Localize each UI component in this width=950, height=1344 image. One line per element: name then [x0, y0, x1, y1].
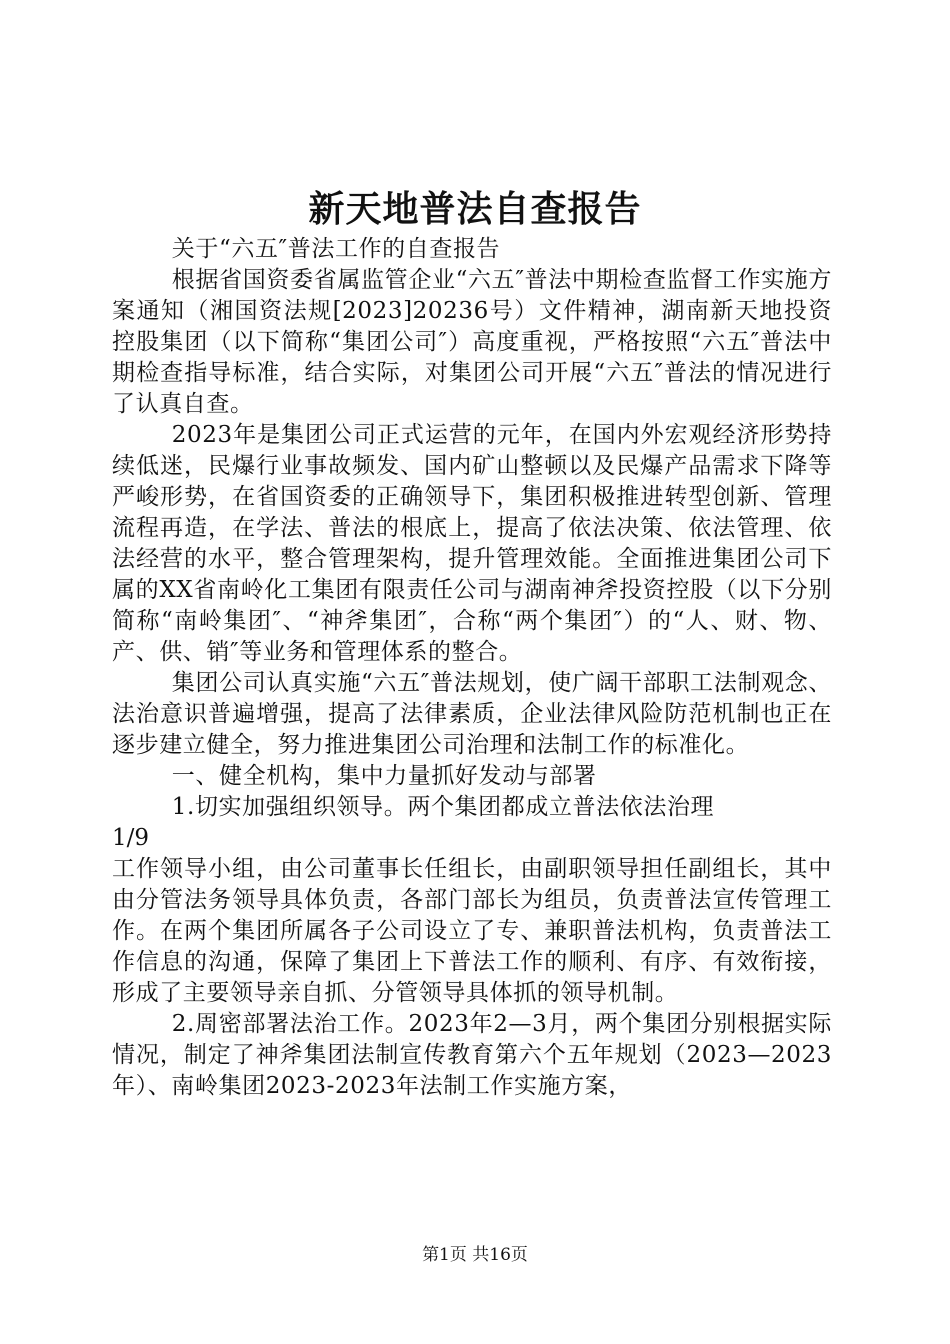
- document-title: 新天地普法自查报告: [308, 188, 642, 230]
- paragraph-item-1-start: 1.切实加强组织领导。两个集团都成立普法依法治理: [171, 794, 715, 820]
- inline-page-marker: 1/9: [112, 825, 150, 851]
- paragraph-item-2: 2.周密部署法治工作。2023年2—3月，两个集团分别根据实际情况，制定了神斧集团法制宣传教育第六个五年规划（2023—2023年）、南岭集团2023-2023年法制工作实施方案，: [112, 1011, 832, 1099]
- paragraph-item-1-continued: 工作领导小组，由公司董事长任组长，由副职领导担任副组长，其中由分管法务领导具体负责，各部门部长为组员，负责普法宣传管理工作。在两个集团所属各子公司设立了专、兼职普法机构，负责普法工作信息的沟通，保障了集团上下普法工作的顺利、有序、有效衔接，形成了主要领导亲自抓、分管领导具体抓的领导机制。: [112, 856, 832, 1006]
- paragraph-subtitle: 关于“六五″普法工作的自查报告: [171, 236, 501, 262]
- paragraph-2023-overview: 2023年是集团公司正式运营的元年，在国内外宏观经济形势持续低迷，民爆行业事故频发、国内矿山整顿以及民爆产品需求下降等严峻形势，在省国资委的正确领导下，集团积极推进转型创新、管理流程再造，在学法、普法的根底上，提高了依法决策、依法管理、依法经营的水平，整合管理架构，提升管理效能。全面推进集团公司下属的XX省南岭化工集团有限责任公司与湖南神斧投资控股（以下分别简称“南岭集团″、“神斧集团″，合称“两个集团″）的“人、财、物、产、供、销″等业务和管理体系的整合。: [112, 422, 832, 665]
- paragraph-intro: 根据省国资委省属监管企业“六五″普法中期检查监督工作实施方案通知（湘国资法规[2023]20236号）文件精神，湖南新天地投资控股集团（以下简称“集团公司″）高度重视，严格按照“六五″普法中期检查指导标准，结合实际，对集团公司开展“六五″普法的情况进行了认真自查。: [112, 267, 832, 417]
- paragraph-implementation: 集团公司认真实施“六五″普法规划，使广阔干部职工法制观念、法治意识普遍增强，提高了法律素质，企业法律风险防范机制也正在逐步建立健全，努力推进集团公司治理和法制工作的标准化。: [112, 670, 832, 758]
- section-heading-1: 一、健全机构，集中力量抓好发动与部署: [171, 763, 597, 789]
- document-body: [112, 234, 832, 1102]
- page-footer: 第1页 共16页: [422, 1245, 528, 1265]
